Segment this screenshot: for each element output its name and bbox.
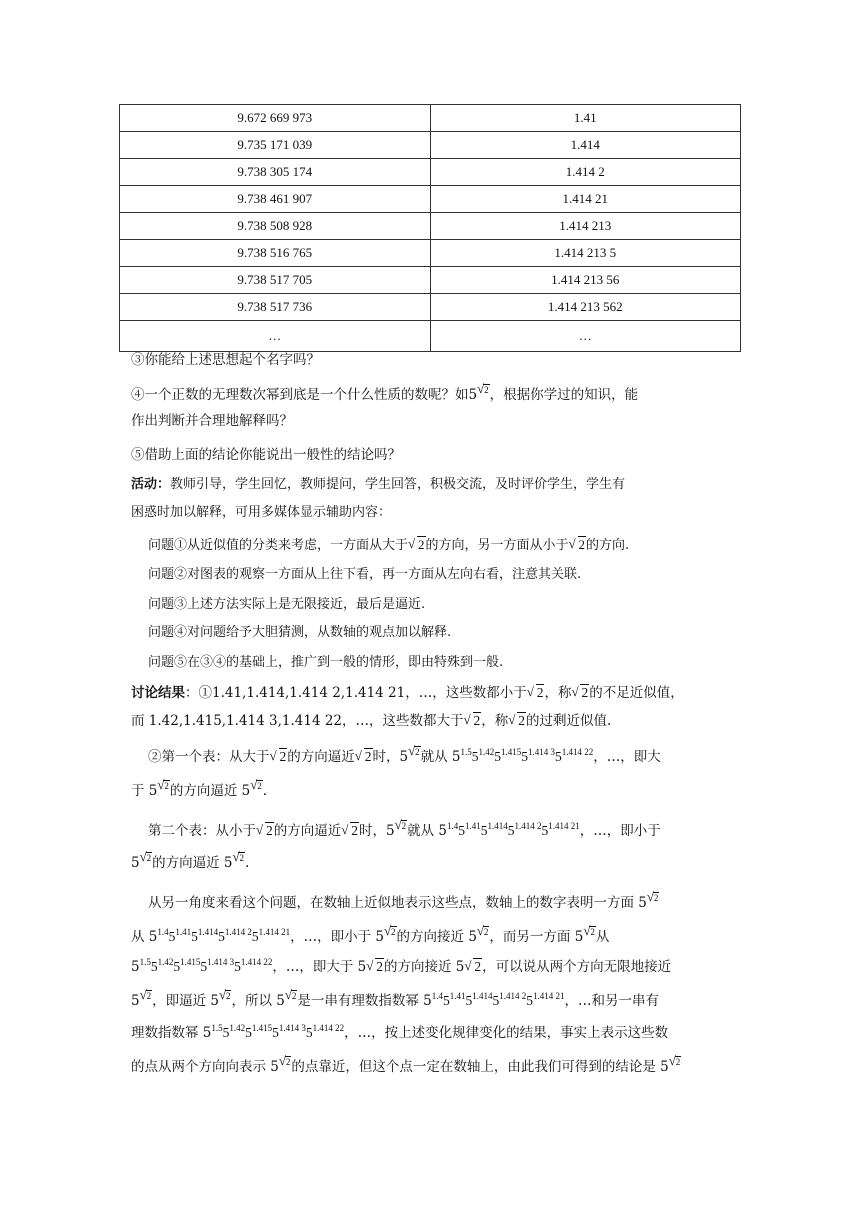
numberline-line-6: 的点从两个方向向表示 5 $^2$的点靠近，但这个点一定在数轴上，由此我们可得到的结论是 5 $^2$: [131, 1057, 681, 1075]
exponent-value-cell: 1.414 2: [430, 159, 741, 186]
power-sequence: $^{1.4}5^{1.41}5^{1.414}5^{1.414 2}5^{1.414 21}$: [446, 821, 580, 838]
sqrt-2-exponent: 2: [415, 747, 420, 757]
power-sequence: $^{1.4}5^{1.41}5^{1.414}5^{1.414 2}5^{1.414 21}$: [431, 991, 565, 1008]
table-2-line-2: 5 $^2$的方向逼近 5 $^2$.: [131, 853, 250, 871]
power-value-cell: 9.735 171 039: [120, 132, 431, 159]
sqrt-2-exponent: 2: [291, 991, 297, 1001]
exponent-value-cell: …: [430, 321, 741, 352]
sqrt-2-exponent: 2: [483, 927, 489, 937]
sqrt-2: √ 2: [408, 534, 426, 556]
question-3: ③你能给上述思想起个名字吗？: [131, 352, 320, 368]
result-line-1: 讨论结果：①1.41,1.414,1.414 2,1.414 21，…，这些数都小于√ 2，称√ 2的不足近似值，: [131, 682, 731, 704]
sqrt-2-exponent: 2: [285, 1057, 291, 1067]
sqrt-2: √ 2: [571, 682, 589, 704]
power-value-cell: 9.738 517 705: [120, 267, 431, 294]
sqrt-2-exponent: 2: [675, 1057, 681, 1067]
sqrt-2-exponent: 2: [257, 781, 262, 791]
power-value-cell: 9.738 508 928: [120, 213, 431, 240]
power-value-cell: 9.738 461 907: [120, 186, 431, 213]
sqrt-2-exponent: 2: [146, 853, 152, 863]
table-row: [120, 267, 741, 294]
sqrt-2-exponent: 2: [590, 927, 595, 937]
table-row: [120, 321, 741, 352]
hint-5: 问题⑤在③④的基础上，推广到一般的情形，即由特殊到一般.: [148, 655, 504, 670]
power-value-cell: 9.738 305 174: [120, 159, 431, 186]
power-sequence: $^{1.5}5^{1.42}5^{1.415}5^{1.414 3}5^{1.414 22}$: [139, 957, 273, 974]
power-sequence: $^{1.5}5^{1.42}5^{1.415}5^{1.414 3}5^{1.414 22}$: [460, 747, 594, 764]
exponent-value-cell: 1.414 213 5: [430, 240, 741, 267]
exponent-value-cell: 1.41: [430, 105, 741, 132]
result-label: 讨论结果: [131, 685, 185, 701]
exponent-value-cell: 1.414 213 56: [430, 267, 741, 294]
exponent-value-cell: 1.414: [430, 132, 741, 159]
power-sequence: $^{1.4}5^{1.41}5^{1.414}5^{1.414 2}5^{1.414 21}$: [157, 927, 291, 944]
sqrt-2-exponent: 2: [391, 927, 396, 937]
hint-4: 问题④对问题给予大胆猜测，从数轴的观点加以解释.: [148, 625, 452, 640]
sqrt-2-exponent: 2: [484, 385, 489, 395]
exponent-value-cell: 1.414 213 562: [430, 294, 741, 321]
question-4-line-2: 作出判断并合理地解释吗？: [131, 413, 293, 429]
power-value-cell: 9.738 516 765: [120, 240, 431, 267]
numberline-line-2: 从 $5^{1.4}5^{1.41}5^{1.414}5^{1.414 2}5^{1.414 21}$，…，即小于 5 $^2$的方向接近 5 $^2$，而另一方面 5 $^2$从: [131, 927, 610, 945]
exponent-value-cell: 1.414 21: [430, 186, 741, 213]
sqrt-2: √ 2: [464, 710, 482, 732]
power-value-cell: …: [120, 321, 431, 352]
sqrt-2: √ 2: [508, 710, 526, 732]
power-value-cell: 9.672 669 973: [120, 105, 431, 132]
table-row: [120, 294, 741, 321]
table-row: [120, 186, 741, 213]
table-row: [120, 213, 741, 240]
sqrt-2-exponent: 2: [239, 853, 244, 863]
question-4-line-1: ④一个正数的无理数次幂到底是一个什么性质的数呢？如5 $^2$，根据你学过的知识，能: [131, 385, 639, 403]
table-2-line-1: 第二个表：从小于√ 2的方向逼近√ 2时，5 $^2$就从 $5^{1.4}5^{1.41}5^{1.414}5^{1.414 2}5^{1.414 21}$，…，即小于: [148, 820, 748, 842]
power-sequence: $^{1.5}5^{1.42}5^{1.415}5^{1.414 3}5^{1.414 22}$: [211, 1023, 345, 1040]
hint-1: 问题①从近似值的分类来考虑，一方面从大于√ 2的方向，另一方面从小于√ 2的方向.: [148, 534, 748, 557]
exponent-value-cell: 1.414 213: [430, 213, 741, 240]
hint-3: 问题③上述方法实际上是无限接近，最后是逼近.: [148, 597, 426, 612]
activity-label: 活动：: [131, 477, 171, 492]
sqrt-2-exponent: 2: [164, 781, 169, 791]
sqrt-2-exponent: 2: [653, 893, 659, 903]
numberline-line-4: 5 $^2$，即逼近 5 $^2$，所以 5 $^2$是一串有理数指数幂 $5^{1.4}5^{1.41}5^{1.414}5^{1.414 2}5^{1.414 21}$，…和另一串有: [131, 991, 660, 1009]
sqrt-2: √ 2: [569, 534, 587, 556]
activity-line-2: 困惑时加以解释，可用多媒体显示辅助内容：: [131, 505, 392, 520]
numberline-line-5: 理数指数幂 $5^{1.5}5^{1.42}5^{1.415}5^{1.414 3}5^{1.414 22}$，…，按上述变化规律变化的结果，事实上表示这些数: [131, 1023, 669, 1041]
result-line-2: 而 1.42,1.415,1.414 3,1.414 22，…，这些数都大于√ 2，称√ 2的过剩近似值.: [131, 710, 731, 732]
sqrt-2-exponent: 2: [146, 991, 152, 1001]
numberline-line-1: 从另一角度来看这个问题，在数轴上近似地表示这些点，数轴上的数字表明一方面 5 $^2$: [148, 893, 659, 911]
power-value-cell: 9.738 517 736: [120, 294, 431, 321]
table-1-line-1: ②第一个表：从大于√ 2的方向逼近√ 2时，5 $^2$就从 $5^{1.5}5^{1.42}5^{1.415}5^{1.414 3}5^{1.414 22}$，…，即大: [148, 746, 748, 768]
approximation-table: [119, 104, 741, 352]
table-1-line-2: 于 5 $^2$的方向逼近 5 $^2$.: [131, 781, 268, 799]
hint-2: 问题②对图表的观察一方面从上往下看，再一方面从左向右看，注意其关联.: [148, 567, 582, 582]
table-row: [120, 159, 741, 186]
sqrt-2: √ 2: [527, 682, 545, 704]
table-row: [120, 240, 741, 267]
numberline-line-3: $5^{1.5}5^{1.42}5^{1.415}5^{1.414 3}5^{1.414 22}$，…，即大于 5√ 2的方向接近 5√ 2，可以说从两个方向无限地接近: [131, 956, 731, 978]
table-row: [120, 132, 741, 159]
activity-line-1: 活动：教师引导，学生回忆，教师提问，学生回答，积极交流，及时评价学生，学生有: [131, 477, 626, 492]
question-5: ⑤借助上面的结论你能说出一般性的结论吗？: [131, 447, 401, 463]
sqrt-2-exponent: 2: [401, 821, 407, 831]
sqrt-2-exponent: 2: [225, 991, 231, 1001]
table-row: [120, 105, 741, 132]
